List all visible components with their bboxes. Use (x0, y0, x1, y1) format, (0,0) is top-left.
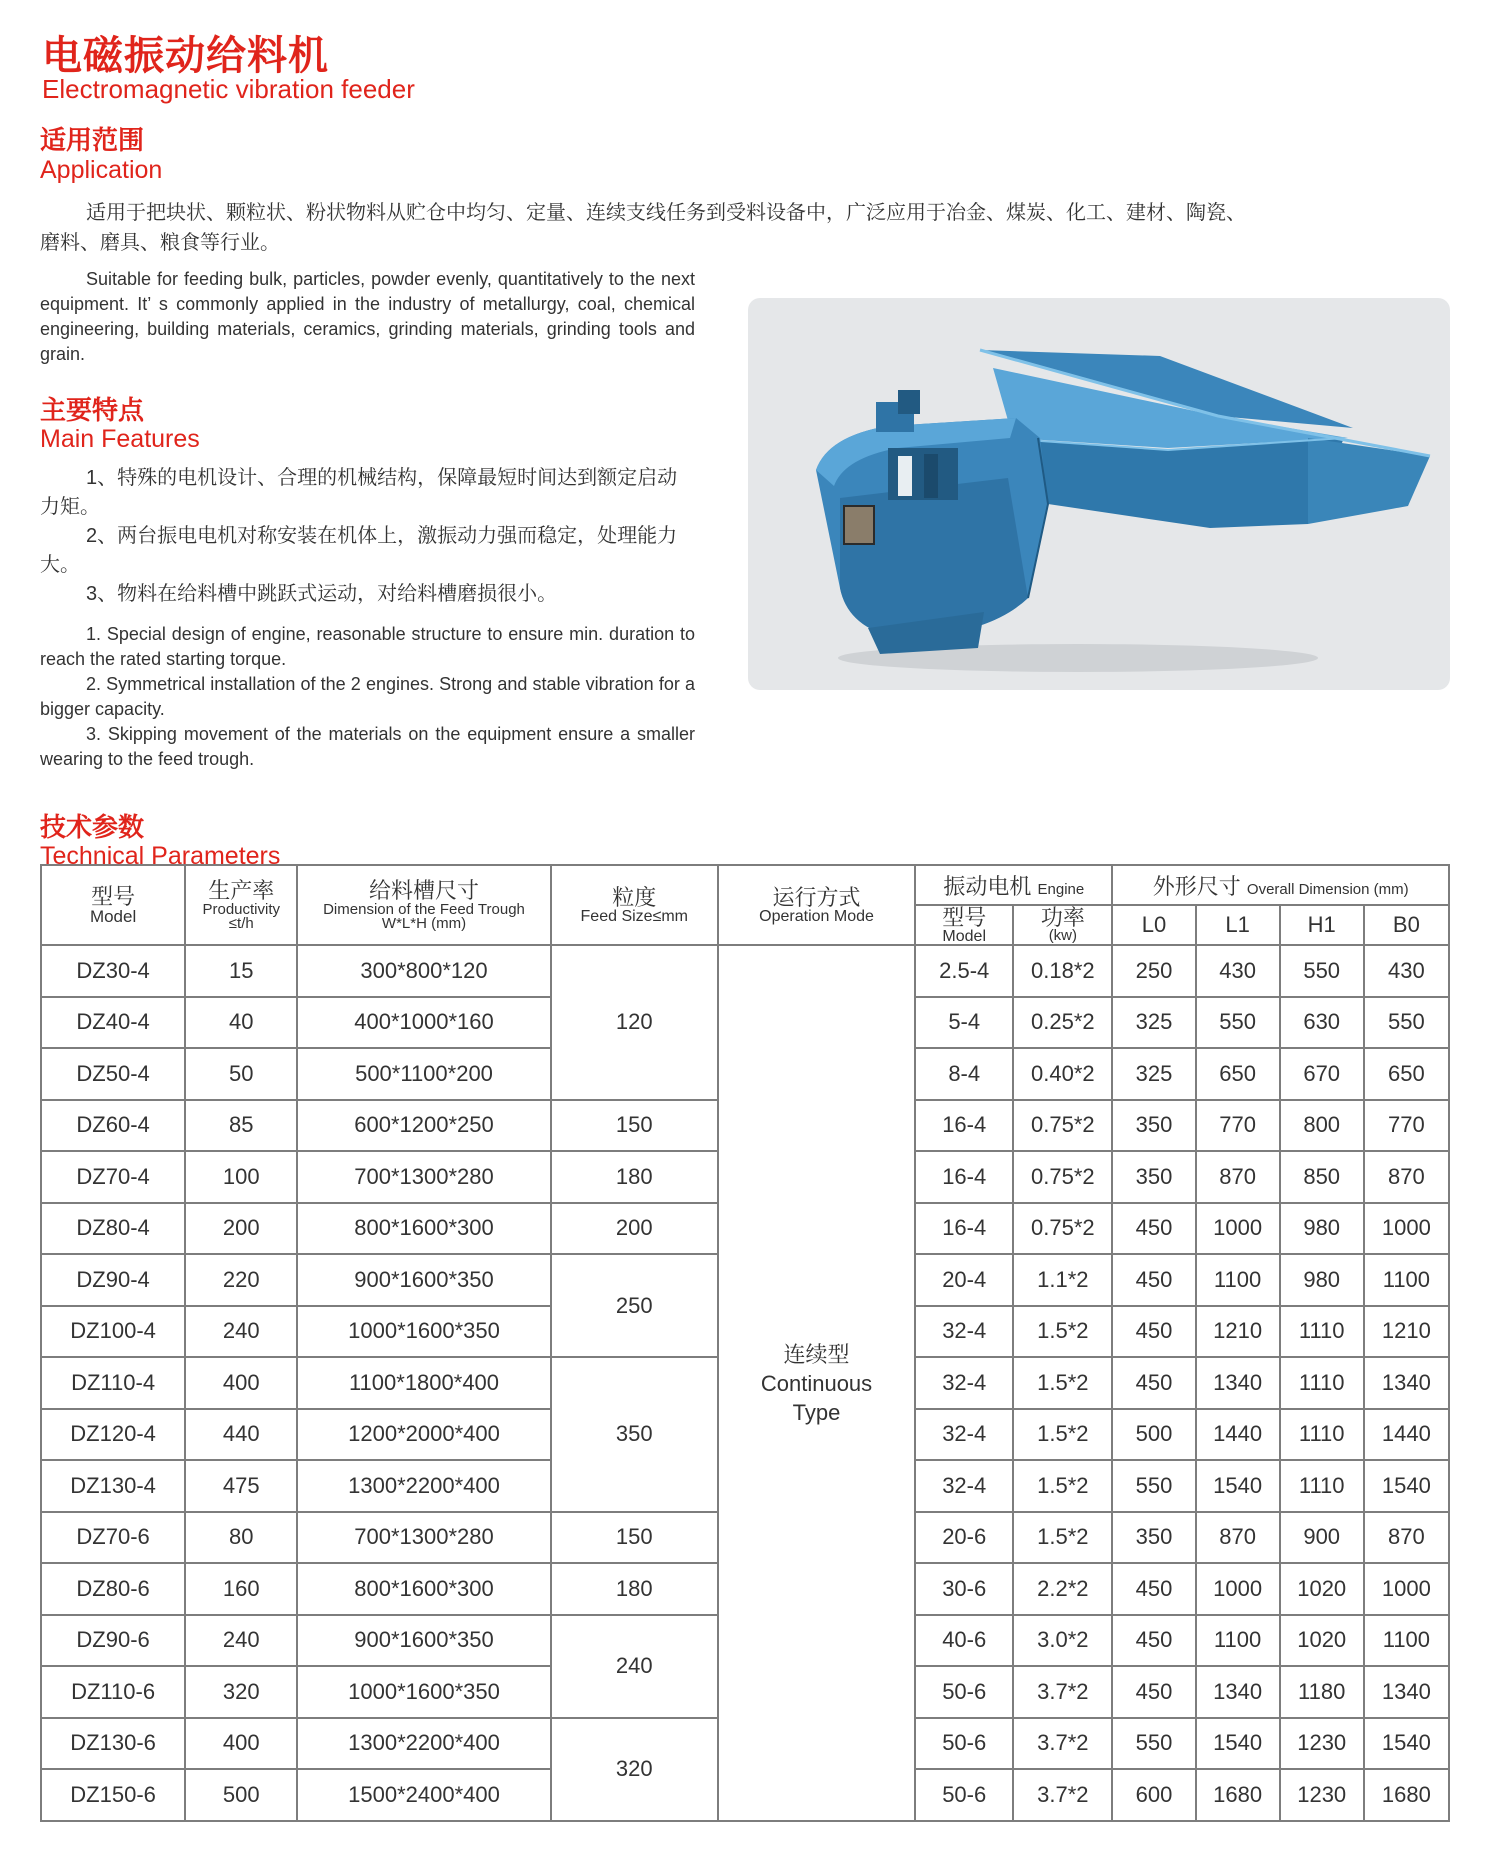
cell-L1: 1210 (1196, 1306, 1280, 1358)
cell-L0: 450 (1112, 1357, 1195, 1409)
cell-productivity: 220 (185, 1254, 297, 1306)
cell-power: 3.7*2 (1013, 1769, 1112, 1821)
cell-L0: 450 (1112, 1203, 1195, 1255)
col-header-engine-model: 型号 Model (915, 905, 1013, 945)
cell-L0: 450 (1112, 1254, 1195, 1306)
cell-B0: 770 (1364, 1100, 1449, 1152)
cell-L1: 650 (1196, 1048, 1280, 1100)
feature-cn-2: 2、两台振电电机对称安装在机体上，激振动力强而稳定，处理能力大。 (40, 525, 678, 576)
cell-dimension: 1300*2200*400 (297, 1718, 550, 1770)
cell-feed-size: 150 (551, 1100, 718, 1152)
cell-model: DZ110-4 (41, 1357, 185, 1409)
cell-power: 1.5*2 (1013, 1512, 1112, 1564)
features-heading-en: Main Features (40, 425, 200, 453)
cell-L1: 1540 (1196, 1460, 1280, 1512)
feature-en-1: 1. Special design of engine, reasonable structure to ensure min. duration to reach the rated starting torque. (40, 624, 695, 669)
application-text-cn (40, 198, 1460, 258)
application-text-en: Suitable for feeding bulk, particles, powder evenly, quantitatively to the next equipment. It’ s commonly applied in the industry of metallurgy, coal, chemical engineering, building materials, ceramics, grinding materials, grinding tools and grain. (40, 269, 695, 364)
cell-power: 2.2*2 (1013, 1563, 1112, 1615)
cell-model: DZ60-4 (41, 1100, 185, 1152)
cell-dimension: 900*1600*350 (297, 1254, 550, 1306)
cell-power: 1.5*2 (1013, 1357, 1112, 1409)
cell-engine-model: 32-4 (915, 1357, 1013, 1409)
cell-model: DZ110-6 (41, 1666, 185, 1718)
cell-productivity: 320 (185, 1666, 297, 1718)
features-heading-cn: 主要特点 (40, 395, 145, 425)
cell-dimension: 1300*2200*400 (297, 1460, 550, 1512)
cell-L0: 450 (1112, 1306, 1195, 1358)
cell-engine-model: 32-4 (915, 1409, 1013, 1461)
cell-model: DZ150-6 (41, 1769, 185, 1821)
cell-L0: 325 (1112, 997, 1195, 1049)
application-heading-cn: 适用范围 (40, 125, 145, 155)
col-header-engine: 振动电机 Engine (915, 865, 1112, 905)
cell-productivity: 240 (185, 1306, 297, 1358)
cell-B0: 1000 (1364, 1203, 1449, 1255)
cell-B0: 1540 (1364, 1460, 1449, 1512)
cell-B0: 1340 (1364, 1666, 1449, 1718)
cell-engine-model: 50-6 (915, 1666, 1013, 1718)
cell-engine-model: 8-4 (915, 1048, 1013, 1100)
cell-H1: 1180 (1280, 1666, 1364, 1718)
cell-H1: 800 (1280, 1100, 1364, 1152)
cell-power: 0.18*2 (1013, 945, 1112, 997)
cell-model: DZ120-4 (41, 1409, 185, 1461)
cell-B0: 1340 (1364, 1357, 1449, 1409)
page-title-en: Electromagnetic vibration feeder (42, 74, 415, 104)
cell-L1: 1540 (1196, 1718, 1280, 1770)
cell-L0: 350 (1112, 1512, 1195, 1564)
col-header-L1: L1 (1196, 905, 1280, 945)
cell-L0: 250 (1112, 945, 1195, 997)
cell-engine-model: 16-4 (915, 1151, 1013, 1203)
col-header-productivity: 生产率 Productivity ≤t/h (185, 865, 297, 945)
cell-H1: 1110 (1280, 1357, 1364, 1409)
cell-power: 3.7*2 (1013, 1666, 1112, 1718)
cell-L1: 550 (1196, 997, 1280, 1049)
cell-H1: 550 (1280, 945, 1364, 997)
cell-feed-size: 180 (551, 1151, 718, 1203)
cell-L1: 1680 (1196, 1769, 1280, 1821)
cell-productivity: 240 (185, 1615, 297, 1667)
cell-power: 1.5*2 (1013, 1460, 1112, 1512)
cell-H1: 1020 (1280, 1615, 1364, 1667)
cell-dimension: 500*1100*200 (297, 1048, 550, 1100)
cell-model: DZ90-4 (41, 1254, 185, 1306)
table-header-row-1 (41, 865, 1449, 905)
col-header-overall-dimension: 外形尺寸 Overall Dimension (mm) (1112, 865, 1449, 905)
cell-dimension: 1100*1800*400 (297, 1357, 550, 1409)
cell-productivity: 50 (185, 1048, 297, 1100)
operation-mode-en-line2: Type (792, 1399, 841, 1425)
cell-H1: 1230 (1280, 1718, 1364, 1770)
cell-L0: 600 (1112, 1769, 1195, 1821)
cell-feed-size: 240 (551, 1615, 718, 1718)
cell-L0: 550 (1112, 1718, 1195, 1770)
cell-dimension: 300*800*120 (297, 945, 550, 997)
cell-B0: 1100 (1364, 1254, 1449, 1306)
cell-power: 1.5*2 (1013, 1306, 1112, 1358)
application-text-cn-line1: 适用于把块状、颗粒状、粉状物料从贮仓中均匀、定量、连续支线任务到受料设备中，广泛应用于冶金、煤炭、化工、建材、陶瓷、 (86, 202, 1246, 224)
col-header-model: 型号 Model (41, 865, 185, 945)
cell-productivity: 475 (185, 1460, 297, 1512)
cell-L1: 1100 (1196, 1254, 1280, 1306)
application-text-cn-line2: 磨料、磨具、粮食等行业。 (40, 232, 280, 254)
cell-dimension: 800*1600*300 (297, 1203, 550, 1255)
cell-B0: 430 (1364, 945, 1449, 997)
col-header-H1: H1 (1280, 905, 1364, 945)
feature-cn-3: 3、物料在给料槽中跳跃式运动，对给料槽磨损很小。 (86, 583, 558, 605)
technical-parameters-table (40, 864, 1450, 1822)
cell-L1: 1340 (1196, 1666, 1280, 1718)
cell-productivity: 40 (185, 997, 297, 1049)
cell-power: 1.5*2 (1013, 1409, 1112, 1461)
col-header-L0: L0 (1112, 905, 1195, 945)
cell-engine-model: 2.5-4 (915, 945, 1013, 997)
cell-B0: 1680 (1364, 1769, 1449, 1821)
cell-model: DZ130-4 (41, 1460, 185, 1512)
cell-engine-model: 40-6 (915, 1615, 1013, 1667)
cell-L0: 550 (1112, 1460, 1195, 1512)
cell-L1: 1440 (1196, 1409, 1280, 1461)
cell-engine-model: 30-6 (915, 1563, 1013, 1615)
cell-L0: 450 (1112, 1666, 1195, 1718)
cell-feed-size: 320 (551, 1718, 718, 1821)
col-header-dimension: 给料槽尺寸 Dimension of the Feed Trough W*L*H (mm) (297, 865, 550, 945)
cell-H1: 630 (1280, 997, 1364, 1049)
cell-L0: 350 (1112, 1151, 1195, 1203)
cell-H1: 1230 (1280, 1769, 1364, 1821)
cell-L1: 1000 (1196, 1203, 1280, 1255)
cell-B0: 1440 (1364, 1409, 1449, 1461)
cell-engine-model: 50-6 (915, 1769, 1013, 1821)
cell-feed-size: 200 (551, 1203, 718, 1255)
cell-model: DZ80-6 (41, 1563, 185, 1615)
cell-engine-model: 32-4 (915, 1460, 1013, 1512)
cell-dimension: 600*1200*250 (297, 1100, 550, 1152)
cell-feed-size: 350 (551, 1357, 718, 1512)
col-header-B0: B0 (1364, 905, 1449, 945)
cell-model: DZ70-4 (41, 1151, 185, 1203)
cell-engine-model: 16-4 (915, 1203, 1013, 1255)
cell-H1: 670 (1280, 1048, 1364, 1100)
cell-L0: 450 (1112, 1615, 1195, 1667)
cell-dimension: 1500*2400*400 (297, 1769, 550, 1821)
cell-productivity: 400 (185, 1357, 297, 1409)
cell-L0: 325 (1112, 1048, 1195, 1100)
cell-feed-size: 180 (551, 1563, 718, 1615)
feature-en-3: 3. Skipping movement of the materials on the equipment ensure a smaller wearing to the feed trough. (40, 724, 695, 769)
cell-B0: 870 (1364, 1512, 1449, 1564)
cell-power: 3.0*2 (1013, 1615, 1112, 1667)
cell-L1: 430 (1196, 945, 1280, 997)
cell-engine-model: 5-4 (915, 997, 1013, 1049)
cell-L1: 1100 (1196, 1615, 1280, 1667)
cell-H1: 980 (1280, 1203, 1364, 1255)
cell-productivity: 200 (185, 1203, 297, 1255)
cell-B0: 1540 (1364, 1718, 1449, 1770)
page-title-cn: 电磁振动给料机 (42, 34, 329, 78)
cell-L0: 450 (1112, 1563, 1195, 1615)
cell-power: 0.75*2 (1013, 1100, 1112, 1152)
cell-dimension: 800*1600*300 (297, 1563, 550, 1615)
feeder-illustration (748, 298, 1450, 690)
cell-productivity: 160 (185, 1563, 297, 1615)
cell-L1: 870 (1196, 1151, 1280, 1203)
features-list-cn (40, 464, 695, 609)
tech-heading-en: Technical Parameters (40, 842, 281, 870)
feature-cn-1: 1、特殊的电机设计、合理的机械结构，保障最短时间达到额定启动力矩。 (40, 467, 678, 518)
cell-feed-size: 250 (551, 1254, 718, 1357)
cell-B0: 1210 (1364, 1306, 1449, 1358)
cell-B0: 1000 (1364, 1563, 1449, 1615)
cell-dimension: 400*1000*160 (297, 997, 550, 1049)
cell-power: 0.25*2 (1013, 997, 1112, 1049)
cell-feed-size: 150 (551, 1512, 718, 1564)
cell-model: DZ80-4 (41, 1203, 185, 1255)
operation-mode-en-line1: Continuous (760, 1370, 873, 1396)
cell-H1: 900 (1280, 1512, 1364, 1564)
cell-model: DZ30-4 (41, 945, 185, 997)
cell-L1: 770 (1196, 1100, 1280, 1152)
operation-mode-cn: 连续型 (783, 1341, 850, 1367)
application-heading-en: Application (40, 156, 163, 184)
col-header-power: 功率 (kw) (1013, 905, 1112, 945)
cell-engine-model: 20-6 (915, 1512, 1013, 1564)
cell-engine-model: 20-4 (915, 1254, 1013, 1306)
cell-productivity: 80 (185, 1512, 297, 1564)
cell-L0: 350 (1112, 1100, 1195, 1152)
tech-heading-cn: 技术参数 (40, 812, 145, 842)
cell-dimension: 1000*1600*350 (297, 1306, 550, 1358)
cell-productivity: 15 (185, 945, 297, 997)
cell-model: DZ90-6 (41, 1615, 185, 1667)
cell-dimension: 900*1600*350 (297, 1615, 550, 1667)
cell-model: DZ50-4 (41, 1048, 185, 1100)
cell-L1: 1340 (1196, 1357, 1280, 1409)
cell-productivity: 400 (185, 1718, 297, 1770)
cell-power: 1.1*2 (1013, 1254, 1112, 1306)
cell-productivity: 100 (185, 1151, 297, 1203)
col-header-feed-size: 粒度 Feed Size≤mm (551, 865, 718, 945)
feature-en-2: 2. Symmetrical installation of the 2 engines. Strong and stable vibration for a bigger capacity. (40, 674, 695, 719)
cell-L0: 500 (1112, 1409, 1195, 1461)
cell-B0: 550 (1364, 997, 1449, 1049)
cell-L1: 870 (1196, 1512, 1280, 1564)
feeder-photo (748, 298, 1450, 690)
cell-model: DZ40-4 (41, 997, 185, 1049)
cell-power: 0.40*2 (1013, 1048, 1112, 1100)
cell-model: DZ130-6 (41, 1718, 185, 1770)
cell-power: 0.75*2 (1013, 1151, 1112, 1203)
cell-engine-model: 32-4 (915, 1306, 1013, 1358)
cell-productivity: 500 (185, 1769, 297, 1821)
cell-dimension: 700*1300*280 (297, 1512, 550, 1564)
cell-operation-mode (718, 945, 915, 1821)
cell-B0: 1100 (1364, 1615, 1449, 1667)
cell-dimension: 700*1300*280 (297, 1151, 550, 1203)
cell-L1: 1000 (1196, 1563, 1280, 1615)
cell-dimension: 1000*1600*350 (297, 1666, 550, 1718)
cell-B0: 650 (1364, 1048, 1449, 1100)
col-header-operation-mode: 运行方式 Operation Mode (718, 865, 915, 945)
cell-H1: 1110 (1280, 1460, 1364, 1512)
cell-power: 3.7*2 (1013, 1718, 1112, 1770)
cell-productivity: 440 (185, 1409, 297, 1461)
cell-model: DZ70-6 (41, 1512, 185, 1564)
table-row (41, 945, 1449, 997)
cell-B0: 870 (1364, 1151, 1449, 1203)
features-list-en (40, 622, 695, 772)
cell-model: DZ100-4 (41, 1306, 185, 1358)
table-body (41, 945, 1449, 1821)
cell-H1: 1110 (1280, 1306, 1364, 1358)
cell-productivity: 85 (185, 1100, 297, 1152)
cell-H1: 980 (1280, 1254, 1364, 1306)
cell-engine-model: 16-4 (915, 1100, 1013, 1152)
cell-H1: 1110 (1280, 1409, 1364, 1461)
cell-power: 0.75*2 (1013, 1203, 1112, 1255)
cell-H1: 1020 (1280, 1563, 1364, 1615)
cell-dimension: 1200*2000*400 (297, 1409, 550, 1461)
cell-feed-size: 120 (551, 945, 718, 1100)
cell-H1: 850 (1280, 1151, 1364, 1203)
cell-engine-model: 50-6 (915, 1718, 1013, 1770)
